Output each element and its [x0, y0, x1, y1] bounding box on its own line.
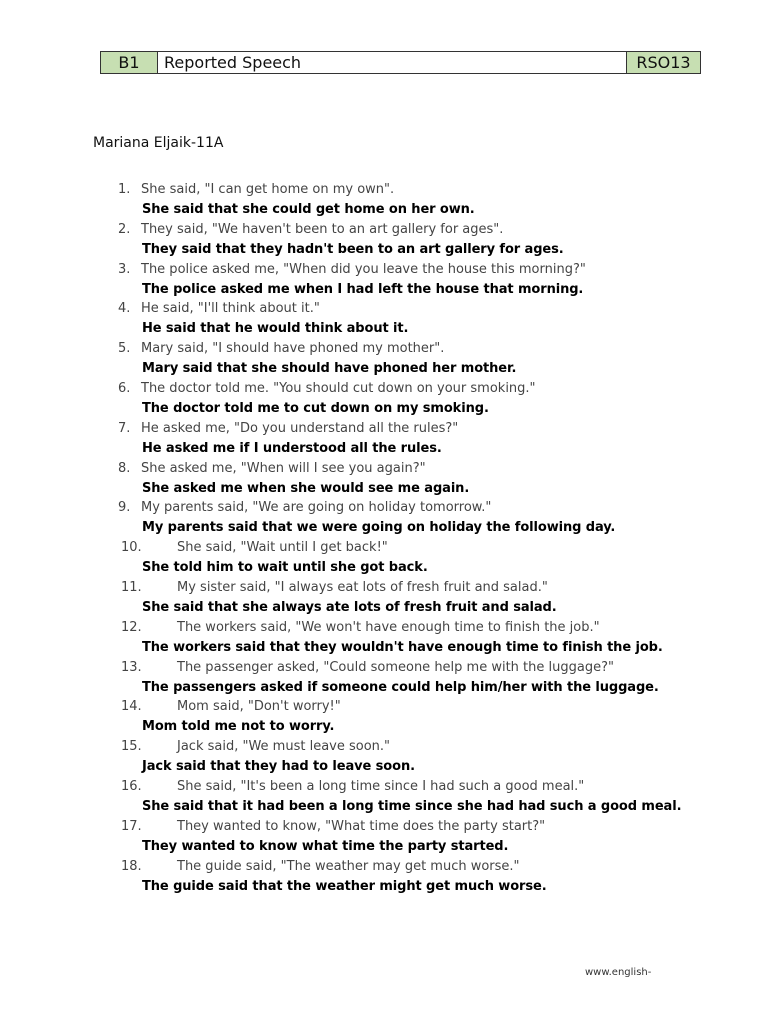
- exercise-item: [0, 498, 768, 538]
- reported-speech-answer: The workers said that they wouldn't have enough time to finish the job.: [142, 639, 663, 655]
- item-number: 14.: [121, 699, 142, 715]
- item-number: 8.: [118, 460, 131, 476]
- student-name: Mariana Eljaik-11A: [93, 135, 224, 151]
- item-number: 6.: [118, 380, 131, 396]
- reported-speech-answer: The passengers asked if someone could help him/her with the luggage.: [142, 679, 659, 695]
- reported-speech-answer: She told him to wait until she got back.: [142, 560, 428, 576]
- exercise-item: [0, 697, 768, 737]
- worksheet-code: RSO13: [627, 52, 700, 73]
- exercise-item: [0, 459, 768, 499]
- reported-speech-answer: My parents said that we were going on holiday the following day.: [142, 520, 616, 536]
- exercise-item: [0, 220, 768, 260]
- exercise-item: [0, 339, 768, 379]
- reported-speech-answer: The doctor told me to cut down on my smoking.: [142, 400, 489, 416]
- worksheet-title: Reported Speech: [158, 52, 627, 73]
- exercise-item: [0, 658, 768, 698]
- direct-speech-prompt: Mom said, "Don't worry!": [177, 699, 341, 715]
- direct-speech-prompt: The workers said, "We won't have enough time to finish the job.": [177, 619, 600, 635]
- direct-speech-prompt: The police asked me, "When did you leave the house this morning?": [141, 261, 586, 277]
- item-number: 9.: [118, 500, 131, 516]
- exercise-item: [0, 777, 768, 817]
- direct-speech-prompt: They wanted to know, "What time does the party start?": [177, 818, 546, 834]
- item-number: 7.: [118, 420, 131, 436]
- direct-speech-prompt: He said, "I'll think about it.": [141, 301, 320, 317]
- reported-speech-answer: Jack said that they had to leave soon.: [142, 759, 415, 775]
- direct-speech-prompt: She said, "I can get home on my own".: [141, 182, 395, 197]
- reported-speech-answer: They wanted to know what time the party started.: [142, 838, 509, 854]
- exercise-item: [0, 578, 768, 618]
- item-number: 12.: [121, 619, 142, 635]
- reported-speech-answer: Mary said that she should have phoned her mother.: [142, 361, 517, 377]
- reported-speech-answer: The guide said that the weather might get much worse.: [142, 878, 547, 894]
- direct-speech-prompt: My parents said, "We are going on holiday tomorrow.": [141, 500, 492, 516]
- item-number: 15.: [121, 739, 142, 755]
- exercise-list: [0, 180, 768, 896]
- item-number: 3.: [118, 261, 131, 277]
- exercise-item: [0, 538, 768, 578]
- level-cell: B1: [101, 52, 158, 73]
- direct-speech-prompt: She asked me, "When will I see you again?": [141, 460, 426, 476]
- exercise-item: [0, 379, 768, 419]
- direct-speech-prompt: The passenger asked, "Could someone help me with the luggage?": [177, 659, 614, 675]
- reported-speech-answer: She said that she could get home on her own.: [142, 202, 475, 217]
- item-number: 2.: [118, 221, 131, 237]
- reported-speech-answer: Mom told me not to worry.: [142, 719, 335, 735]
- direct-speech-prompt: Jack said, "We must leave soon.": [177, 739, 391, 755]
- direct-speech-prompt: The doctor told me. "You should cut down on your smoking.": [141, 380, 536, 396]
- exercise-item: [0, 737, 768, 777]
- reported-speech-answer: They said that they hadn't been to an art gallery for ages.: [142, 241, 564, 257]
- item-number: 4.: [118, 301, 131, 317]
- item-number: 16.: [121, 778, 142, 794]
- item-number: 1.: [118, 182, 131, 197]
- item-number: 11.: [121, 579, 142, 595]
- reported-speech-answer: She said that it had been a long time since she had had such a good meal.: [142, 798, 682, 814]
- exercise-item: [0, 260, 768, 300]
- direct-speech-prompt: He asked me, "Do you understand all the rules?": [141, 420, 459, 436]
- direct-speech-prompt: Mary said, "I should have phoned my mother".: [141, 341, 445, 357]
- direct-speech-prompt: The guide said, "The weather may get much worse.": [177, 858, 520, 874]
- reported-speech-answer: The police asked me when I had left the house that morning.: [142, 281, 584, 297]
- item-number: 13.: [121, 659, 142, 675]
- exercise-item: [0, 419, 768, 459]
- direct-speech-prompt: They said, "We haven't been to an art gallery for ages".: [141, 221, 504, 237]
- direct-speech-prompt: My sister said, "I always eat lots of fresh fruit and salad.": [177, 579, 548, 595]
- direct-speech-prompt: She said, "Wait until I get back!": [177, 540, 388, 556]
- item-number: 10.: [121, 540, 142, 556]
- worksheet-header: [100, 51, 701, 74]
- reported-speech-answer: She asked me when she would see me again.: [142, 480, 470, 496]
- exercise-item: [0, 817, 768, 857]
- item-number: 5.: [118, 341, 131, 357]
- item-number: 17.: [121, 818, 142, 834]
- exercise-item: [0, 180, 768, 220]
- reported-speech-answer: She said that she always ate lots of fresh fruit and salad.: [142, 599, 557, 615]
- reported-speech-answer: He said that he would think about it.: [142, 321, 409, 337]
- exercise-item: [0, 299, 768, 339]
- reported-speech-answer: He asked me if I understood all the rules.: [142, 440, 442, 456]
- footer-url: www.english-: [585, 967, 652, 978]
- direct-speech-prompt: She said, "It's been a long time since I had such a good meal.": [177, 778, 585, 794]
- item-number: 18.: [121, 858, 142, 874]
- exercise-item: [0, 618, 768, 658]
- exercise-item: [0, 857, 768, 897]
